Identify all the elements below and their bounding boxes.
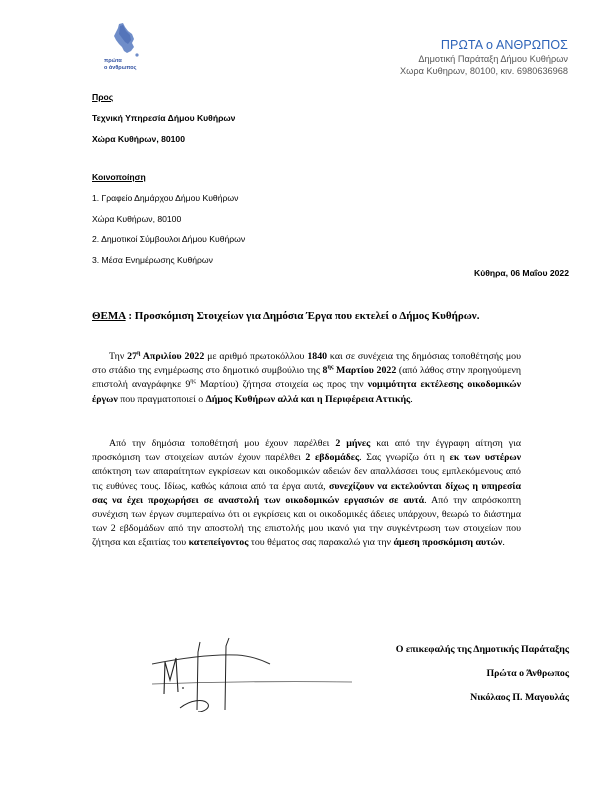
body-paragraph-2: Από την δημόσια τοποθέτησή μου έχουν παρέλθει 2 μήνες και από την έγγραφη αίτηση για προσκόμιση των στοιχείων αυτών έχουν παρέλθει 2 εβδομάδες. Σας γνωρίζω ότι η εκ των υστέρων απόκτηση των απαραίτητων εγκρίσεων και οικοδομικών αδειών δεν απαλλάσσει τους εμπλεκόμενους από τις ευθύνες τους. Ιδίως, καθώς κάποια από τα έργα αυτά, συνεχίζουν να εκτελούνται δίχως η υπηρεσία σας να έχει προχωρήσει σε αναστολή των οικοδομικών εργασιών σε αυτά. Από την απρόσκοπτη συνέχιση των έργων συμπεραίνω ότι οι εγκρίσεις και οι οικοδομικές άδειες υπάρχουν, θεωρώ το διάστημα των 2 εβδομάδων από την αποστολή της επιστολής μου ικανό για την συγκέντρωση των στοιχείων που ζήτησα και εξαιτίας του κατεπείγοντος του θέματος σας παρακαλώ για την άμεση προσκόμιση αυτών. xyxy=(92,438,521,549)
organization-header xyxy=(400,38,568,77)
recipient-line-2: Χώρα Κυθήρων, 80100 xyxy=(92,134,185,144)
body-paragraph-1: Την $27^\eta$ Απριλίου 2022 με αριθμό πρωτοκόλλου 1840 και σε συνέχεια της δημόσιας τοποθέτησής μου στο στάδιο της ενημέρωσης στο δημοτικό συμβούλιο της $8^{\eta\varsigma}$ Μαρτίου 2022 (από λάθος στην προηγούμενη επιστολή αναγράφηκε $9^{\eta\varsigma}$ Μαρτίου) ζήτησα στοιχεία ως προς την νομιμότητα εκτέλεσης οικοδομικών έργων που πραγματοποιεί ο Δήμος Κυθήρων αλλά και η Περιφέρεια Αττικής. xyxy=(92,350,521,405)
cc-item: 1. Γραφείο Δημάρχου Δήμου Κυθήρων xyxy=(92,193,239,203)
signature-block xyxy=(396,638,569,710)
signatory-name: Νικόλαος Π. Μαγουλάς xyxy=(470,692,569,703)
kythira-island-icon xyxy=(110,22,142,60)
letter-date: Κύθηρα, 06 Μαΐου 2022 xyxy=(473,268,569,278)
cc-item: 3. Μέσα Ενημέρωσης Κυθήρων xyxy=(92,255,213,265)
subject-line xyxy=(92,310,479,322)
subject-text: Προσκόμιση Στοιχείων για Δημόσια Έργα που εκτελεί ο Δήμος Κυθήρων. xyxy=(134,310,480,322)
organization-contact: Χωρα Κυθηρων, 80100, κιν. 6980636968 xyxy=(400,66,568,76)
handwritten-signature-icon xyxy=(152,632,362,712)
subject-separator: : xyxy=(125,310,135,322)
cc-item: Χώρα Κυθήρων, 80100 xyxy=(92,214,182,224)
organization-subtitle: Δημοτική Παράταξη Δήμου Κυθήρων xyxy=(418,54,568,64)
signatory-title: Ο επικεφαλής της Δημοτικής Παράταξης xyxy=(395,644,569,655)
organization-title: ΠΡΩΤΑ ο ΑΝΘΡΩΠΟΣ xyxy=(440,38,568,52)
recipient-label: Προς xyxy=(92,92,114,102)
party-logo xyxy=(104,22,150,74)
recipient-line-1: Τεχνική Υπηρεσία Δήμου Κυθήρων xyxy=(92,113,236,123)
cc-item: 2. Δημοτικοί Σύμβουλοι Δήμου Κυθήρων xyxy=(92,234,246,244)
signatory-party: Πρώτα ο Άνθρωπος xyxy=(486,668,569,679)
subject-label: ΘΕΜΑ xyxy=(92,310,126,322)
logo-text: πρώτα ο άνθρωπος xyxy=(104,58,137,71)
cc-label: Κοινοποίηση xyxy=(92,172,146,182)
